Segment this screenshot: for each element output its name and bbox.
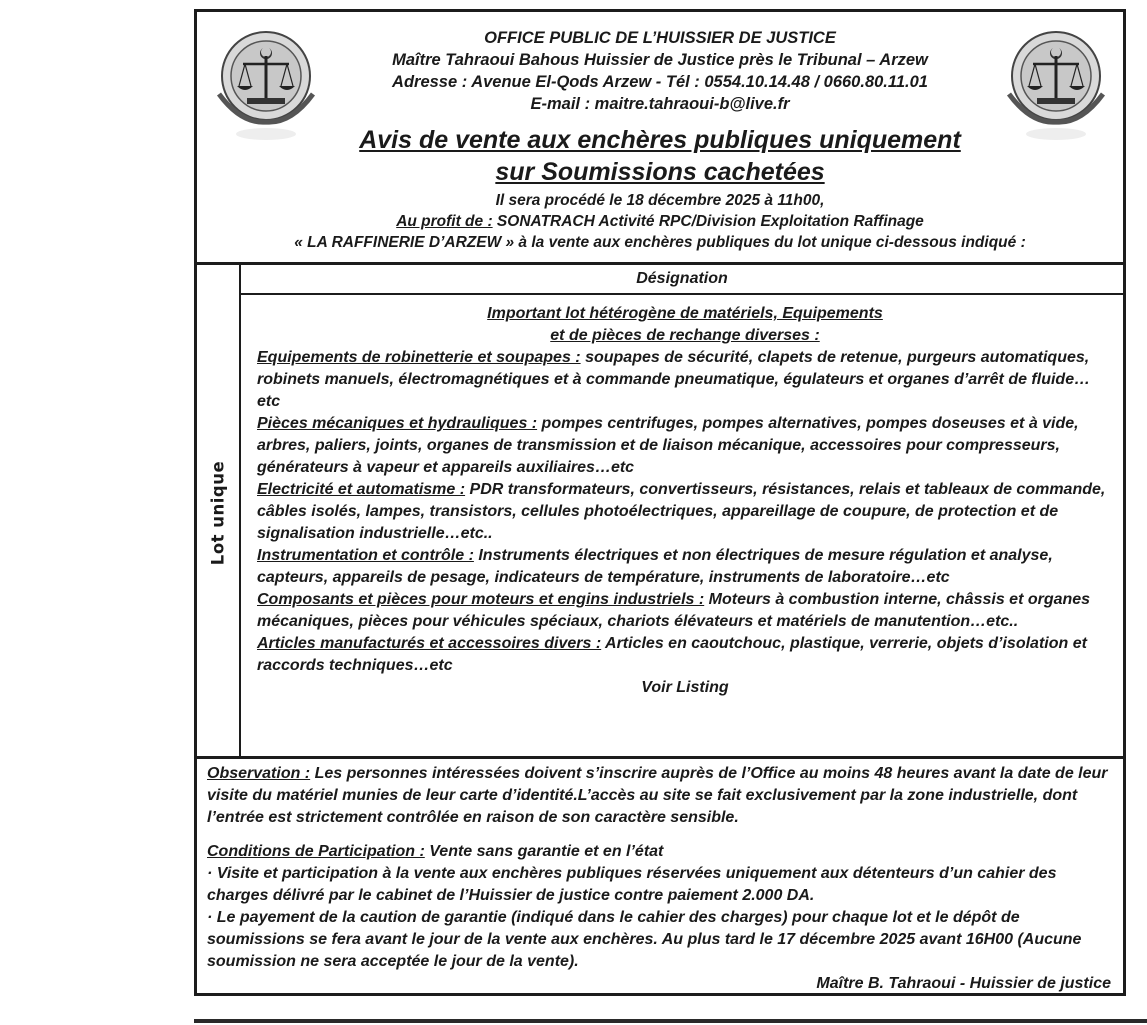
beneficiary [197, 213, 1123, 231]
category-text: PDR transformateurs, convertisseurs, résistances, relais et tableaux de commande, câbles isolés, lampes, transistors, cellules photoélectriques, appareillage de coupure, de protection et de signalisation industrielle…etc.. [257, 481, 1106, 542]
voir-listing: Voir Listing [641, 679, 729, 696]
sale-date: Il sera procédé le 18 décembre 2025 à 11h00, [495, 192, 825, 209]
category-item [257, 589, 1113, 633]
office-email: E-mail : maitre.tahraoui-b@live.fr [530, 95, 790, 113]
page-divider [194, 1019, 1147, 1023]
office-name: OFFICE PUBLIC DE L’HUISSIER DE JUSTICE [484, 29, 836, 47]
category-item [257, 413, 1113, 479]
lot-intro-line: Important lot hétérogène de matériels, Equipements [487, 305, 883, 322]
notice-header [197, 12, 1123, 262]
category-text: pompes centrifuges, pompes alternatives, pompes doseuses et à vide, arbres, paliers, joints, organes de transmission et de liaison mécanique, accessoires pour compresseurs, générateurs à vapeur et appareils auxiliaires…etc [257, 415, 1079, 476]
conditions-text: Vente sans garantie et en l’état [424, 843, 664, 860]
bailiff-name: Maître Tahraoui Bahous Huissier de Justice près le Tribunal – Arzew [392, 51, 928, 69]
auction-notice [194, 9, 1126, 996]
category-item [257, 545, 1113, 589]
category-text: Articles en caoutchouc, plastique, verrerie, objets d’isolation et raccords techniques…etc [257, 635, 1087, 674]
category-item [257, 633, 1113, 677]
category-title: Composants et pièces pour moteurs et engins industriels : [257, 591, 705, 608]
conditions-section [207, 841, 1113, 995]
category-title: Instrumentation et contrôle : [257, 547, 474, 564]
notice-title: Avis de vente aux enchères publiques uniquement [359, 126, 961, 154]
conditions-intro [207, 841, 1113, 863]
conditions-label: Conditions de Participation : [207, 843, 425, 860]
lot-intro-line: et de pièces de rechange diverses : [550, 327, 820, 344]
category-title: Equipements de robinetterie et soupapes : [257, 349, 581, 366]
category-text: Moteurs à combustion interne, châssis et organes mécaniques, pièces pour véhicules spéciaux, chariots élévateurs et matériels de manutention…etc.. [257, 591, 1091, 630]
lot-column [197, 265, 241, 756]
category-text: soupapes de sécurité, clapets de retenue, purgeurs automatiques, robinets manuels, électromagnétiques et à commande pneumatique, égulateurs et organes d’arrêt de fluide…etc [257, 349, 1091, 410]
beneficiary-value: SONATRACH Activité RPC/Division Exploitation Raffinage [492, 213, 924, 230]
refinery-line: « LA RAFFINERIE D’ARZEW » à la vente aux enchères publiques du lot unique ci-dessous indiqué : [294, 234, 1026, 251]
signature: Maître B. Tahraoui - Huissier de justice [816, 975, 1111, 992]
office-address: Adresse : Avenue El-Qods Arzew - Tél : 0554.10.14.48 / 0660.80.11.01 [392, 73, 928, 91]
designation-body [257, 303, 1113, 699]
category-title: Articles manufacturés et accessoires divers : [257, 635, 602, 652]
category-title: Electricité et automatisme : [257, 481, 466, 498]
condition-bullet: · Le payement de la caution de garantie (indiqué dans le cahier des charges) pour chaque lot et le dépôt de soumissions se fera avant le jour de la vente aux enchères. Au plus tard le 17 décembre 2025 avant 16H00 (Aucune soumission ne sera acceptée le jour de la vente). [207, 909, 1082, 970]
observation-label: Observation : [207, 765, 311, 782]
category-item [257, 479, 1113, 545]
category-text: Instruments électriques et non électriques de mesure régulation et analyse, capteurs, appareils de pesage, indicateurs de température, instruments de laboratoire…etc [257, 547, 1053, 586]
condition-bullet: · Visite et participation à la vente aux enchères publiques réservées uniquement aux détenteurs d’un cahier des charges délivré par le cabinet de l’Huissier de justice contre paiement 2.000 DA. [207, 865, 1057, 904]
designation-header: Désignation [241, 265, 1123, 295]
beneficiary-label: Au profit de : [396, 213, 493, 230]
observation-section [207, 763, 1113, 829]
observation-text: Les personnes intéressées doivent s’inscrire auprès de l’Office au moins 48 heures avant la date de leur visite du matériel munies de leur carte d’identité.L’accès au site se fait exclusivement par la zone industrielle, dont l’entrée est strictement contrôlée en raison de son caractère sensible. [207, 765, 1108, 826]
lot-label: Lot unique [208, 460, 228, 566]
lot-table [197, 262, 1123, 759]
category-title: Pièces mécaniques et hydrauliques : [257, 415, 538, 432]
category-item [257, 347, 1113, 413]
notice-subtitle: sur Soumissions cachetées [495, 158, 825, 186]
